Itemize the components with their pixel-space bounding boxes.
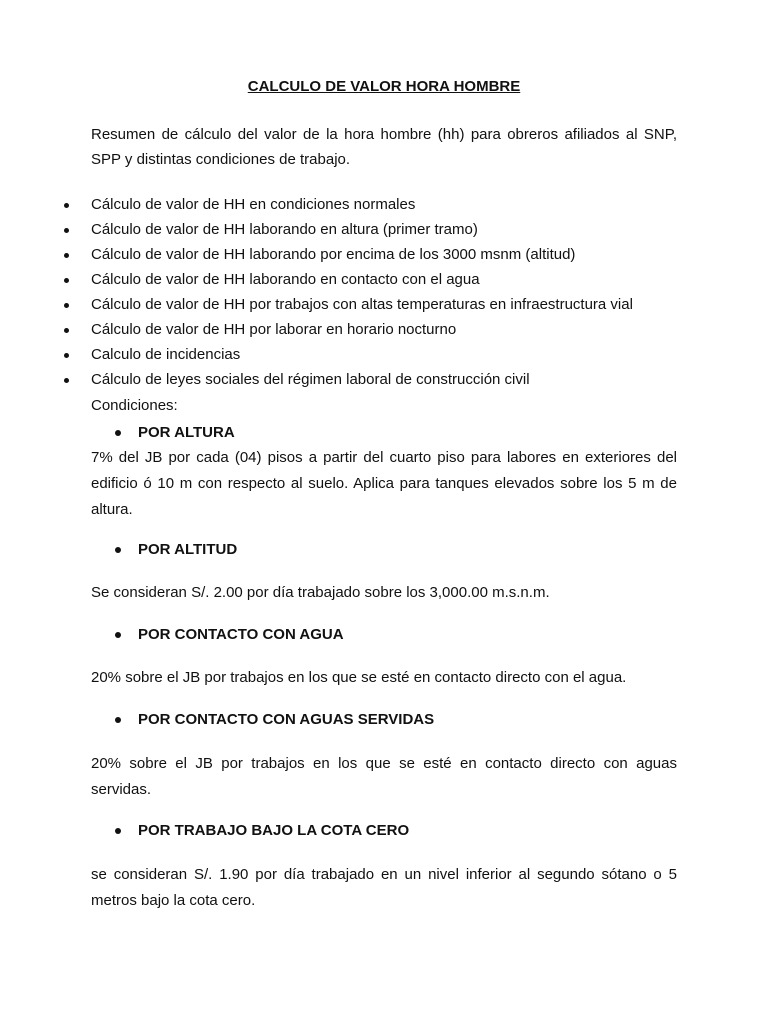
- bullet-icon: [64, 303, 69, 308]
- list-item-text: Cálculo de valor de HH por laborar en horario nocturno: [91, 321, 457, 338]
- section-heading-text: POR ALTITUD: [138, 541, 238, 558]
- list-item: [0, 242, 633, 267]
- section-paragraph: 7% del JB por cada (04) pisos a partir del cuarto piso para labores en exteriores del edificio ó 10 m con respecto al suelo. Aplica para tanques elevados sobre los 5 m de altura.: [91, 449, 677, 518]
- section-heading-text: POR CONTACTO CON AGUAS SERVIDAS: [138, 711, 435, 728]
- bullet-icon: [115, 717, 121, 723]
- list-item: [0, 267, 633, 292]
- bullet-icon: [64, 353, 69, 358]
- section-paragraph: Se consideran S/. 2.00 por día trabajado sobre los 3,000.00 m.s.n.m.: [91, 584, 550, 601]
- list-item-text: Cálculo de valor de HH laborando por encima de los 3000 msnm (altitud): [91, 246, 576, 263]
- list-item: [0, 192, 633, 217]
- section-paragraph: 20% sobre el JB por trabajos en los que se esté en contacto directo con el agua.: [91, 669, 627, 686]
- section-paragraph: 20% sobre el JB por trabajos en los que se esté en contacto directo con aguas servidas.: [91, 755, 677, 798]
- section-heading: [115, 624, 344, 646]
- list-item-text: Cálculo de leyes sociales del régimen laboral de construcción civil: [91, 371, 530, 388]
- list-item: [0, 317, 633, 342]
- document-title: CALCULO DE VALOR HORA HOMBRE: [247, 78, 521, 95]
- list-item: [0, 367, 633, 392]
- section-heading-text: POR CONTACTO CON AGUA: [138, 626, 344, 643]
- bullet-icon: [64, 203, 69, 208]
- bullet-icon: [64, 328, 69, 333]
- list-item-text: Cálculo de valor de HH laborando en contacto con el agua: [91, 271, 480, 288]
- section-heading: [115, 422, 235, 444]
- bullet-icon: [64, 228, 69, 233]
- list-item: [0, 292, 633, 317]
- bullet-icon: [115, 632, 121, 638]
- list-item: [0, 342, 633, 367]
- list-item-text: Cálculo de valor de HH por trabajos con altas temperaturas en infraestructura vial: [91, 296, 633, 313]
- section-heading: [115, 709, 434, 731]
- conditions-label: Condiciones:: [91, 397, 178, 414]
- section-paragraph: se consideran S/. 1.90 por día trabajado en un nivel inferior al segundo sótano o 5 metros bajo la cota cero.: [91, 866, 677, 909]
- section-heading: [115, 539, 237, 561]
- topic-list: [0, 192, 633, 392]
- section-heading-text: POR ALTURA: [138, 424, 235, 441]
- list-item-text: Calculo de incidencias: [91, 346, 241, 363]
- list-item-text: Cálculo de valor de HH en condiciones normales: [91, 196, 416, 213]
- list-item: [0, 217, 633, 242]
- bullet-icon: [64, 278, 69, 283]
- section-heading: [115, 820, 409, 842]
- bullet-icon: [64, 378, 69, 383]
- bullet-icon: [115, 547, 121, 553]
- section-heading-text: POR TRABAJO BAJO LA COTA CERO: [138, 822, 410, 839]
- list-item-text: Cálculo de valor de HH laborando en altura (primer tramo): [91, 221, 478, 238]
- bullet-icon: [115, 430, 121, 436]
- bullet-icon: [115, 828, 121, 834]
- intro-paragraph: Resumen de cálculo del valor de la hora hombre (hh) para obreros afiliados al SNP, SPP y distintas condiciones de trabajo.: [91, 126, 677, 168]
- bullet-icon: [64, 253, 69, 258]
